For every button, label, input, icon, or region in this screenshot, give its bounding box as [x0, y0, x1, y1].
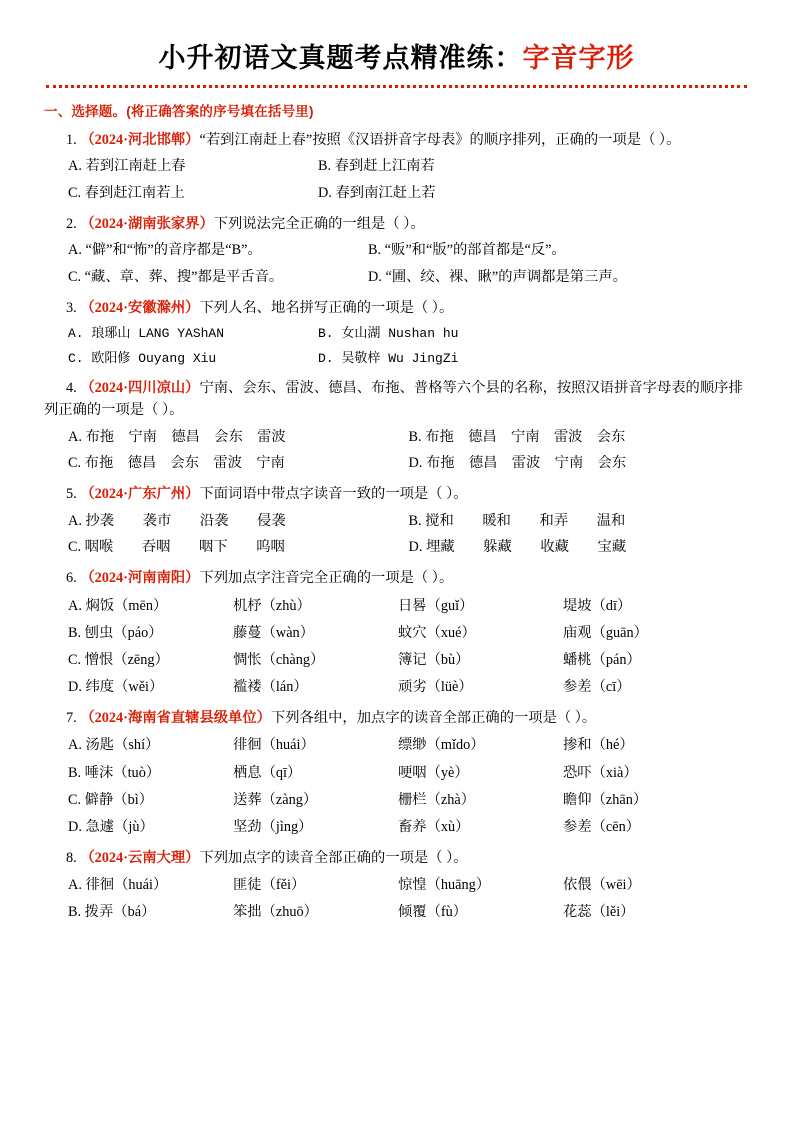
option-a-item-1[interactable]: A. 焖饭（mēn） [68, 597, 168, 614]
option-b-item-3[interactable]: 哽咽（yè） [398, 764, 469, 781]
option-a-item-1[interactable]: A. 徘徊（huái） [68, 877, 168, 894]
title-main: 小升初语文真题考点精准练： [158, 43, 523, 73]
question-stem [44, 297, 749, 319]
question-stem [44, 847, 749, 869]
question-number: 6. [66, 570, 77, 587]
option-c-item-3[interactable]: 簿记（bù） [398, 651, 470, 668]
option-d-item-1[interactable]: D. 急遽（jù） [68, 818, 154, 835]
option-c[interactable]: C. “藏、章、葬、搜”都是平舌音。 [68, 268, 284, 285]
question-2 [44, 213, 749, 288]
option-d[interactable]: D. 春到南江赶上若 [318, 184, 436, 201]
option-b-item-2[interactable]: 栖息（qī） [233, 764, 302, 781]
option-b[interactable]: B. 女山湖 Nushan hu [318, 326, 459, 342]
question-text: “若到江南赶上春”按照《汉语拼音字母表》的顺序排列，正确的一项是（ ）。 [199, 132, 681, 148]
option-row [44, 511, 749, 532]
question-stem [44, 129, 749, 151]
section-heading: 一、选择题。(将正确答案的序号填在括号里) [44, 104, 314, 119]
question-source: （2024·安徽滁州） [80, 300, 200, 317]
question-4 [44, 377, 749, 474]
question-number: 3. [66, 300, 77, 317]
option-d[interactable]: D. 埋藏 躲藏 收藏 宝藏 [408, 539, 627, 555]
question-stem [44, 567, 749, 589]
option-a-item-1[interactable]: A. 汤匙（shí） [68, 737, 160, 754]
question-stem [44, 707, 749, 729]
question-source: （2024·云南大理） [80, 850, 200, 866]
option-b-item-1[interactable]: B. 拨弄（bá） [68, 904, 156, 921]
question-stem [44, 377, 749, 421]
option-c-item-4[interactable]: 瞻仰（zhān） [563, 791, 648, 808]
option-d-item-2[interactable]: 褴褛（lán） [233, 679, 308, 696]
question-source: （2024·广东广州） [80, 486, 200, 503]
option-row [44, 453, 749, 474]
option-d-item-2[interactable]: 坚劲（jìng） [233, 818, 313, 835]
question-number: 1. [66, 132, 77, 148]
option-d[interactable]: D. 吴敬梓 Wu JingZi [318, 350, 459, 366]
option-c-item-2[interactable]: 送葬（zàng） [233, 791, 318, 808]
option-row [44, 789, 749, 811]
question-source: （2024·河南南阳） [80, 570, 200, 587]
question-3 [44, 297, 749, 368]
option-a[interactable]: A. 琅琊山 LANG YAShAN [68, 326, 225, 342]
question-1 [44, 129, 749, 204]
question-5 [44, 483, 749, 558]
question-7 [44, 707, 749, 838]
option-row [44, 537, 749, 558]
option-row [44, 240, 749, 261]
option-row [44, 622, 749, 644]
option-d-item-1[interactable]: D. 纬度（wěi） [68, 679, 164, 696]
option-c[interactable]: C. 咽喉 吞咽 咽下 呜咽 [68, 539, 285, 555]
question-number: 2. [66, 216, 77, 233]
option-c-item-4[interactable]: 蟠桃（pán） [563, 651, 641, 668]
option-row [44, 324, 749, 344]
question-text: 下列说法完全正确的一组是（ ）。 [213, 216, 425, 233]
question-text: 下列加点字的读音全部正确的一项是（ ）。 [199, 850, 468, 866]
option-c-item-3[interactable]: 栅栏（zhà） [398, 791, 476, 808]
title-accent: 字音字形 [522, 43, 635, 73]
option-b-item-1[interactable]: B. 唾沫（tuò） [68, 764, 161, 781]
option-row [44, 649, 749, 671]
option-d-item-3[interactable]: 畜养（xù） [398, 818, 470, 835]
option-row [44, 156, 749, 177]
option-a-item-4[interactable]: 掺和（hé） [563, 737, 634, 754]
option-d-item-3[interactable]: 顽劣（lüè） [398, 679, 473, 696]
question-stem [44, 213, 749, 235]
option-b-item-4[interactable]: 庙观（guān） [563, 624, 648, 641]
option-a[interactable]: A. 抄袭 袭市 沿袭 侵袭 [68, 512, 286, 529]
option-row [44, 267, 749, 288]
option-b[interactable]: B. 春到赶上江南若 [318, 158, 435, 175]
option-d[interactable]: D. “圃、绞、裸、瞅”的声调都是第三声。 [368, 268, 627, 285]
option-a-item-4[interactable]: 堤坡（dī） [563, 597, 632, 614]
question-6 [44, 567, 749, 698]
question-text: 下列人名、地名拼写正确的一项是（ ）。 [199, 300, 454, 317]
option-b[interactable]: B. “贩”和“版”的部首都是“反”。 [368, 242, 566, 259]
title-divider [46, 85, 747, 88]
option-a[interactable]: A. 若到江南赶上春 [68, 158, 186, 175]
option-row [44, 901, 749, 923]
question-text: 宁南、会东、雷波、德昌、布拖、普格等六个县的名称，按照汉语拼音字母表的顺序排列正确的一项是（ ）。 [44, 380, 743, 419]
option-a[interactable]: A. 布拖 宁南 德昌 会东 雷波 [68, 428, 286, 445]
option-c-item-2[interactable]: 惆怅（chàng） [233, 651, 325, 668]
option-a-item-4[interactable]: 依偎（wēi） [563, 877, 641, 894]
question-stem [44, 483, 749, 505]
option-row [44, 427, 749, 448]
option-b[interactable]: B. 布拖 德昌 宁南 雷波 会东 [408, 428, 626, 445]
option-a-item-2[interactable]: 匪徒（fěi） [233, 877, 306, 894]
option-row [44, 762, 749, 784]
option-b-item-1[interactable]: B. 刨虫（páo） [68, 624, 163, 641]
question-text: 下面词语中带点字读音一致的一项是（ ）。 [199, 486, 468, 503]
option-c-item-1[interactable]: C. 憎恨（zēng） [68, 651, 169, 668]
option-d-item-4[interactable]: 参差（cī） [563, 679, 631, 696]
option-row [44, 676, 749, 698]
option-a-item-3[interactable]: 日晷（guǐ） [398, 597, 474, 614]
question-source: （2024·四川凉山） [80, 380, 200, 397]
option-a-item-3[interactable]: 惊惶（huāng） [398, 877, 491, 894]
question-number: 4. [66, 380, 77, 397]
option-d[interactable]: D. 布拖 德昌 雷波 宁南 会东 [408, 454, 627, 471]
option-b-item-4[interactable]: 恐吓（xià） [563, 764, 638, 781]
option-row [44, 595, 749, 617]
option-row [44, 816, 749, 838]
page-title [44, 36, 749, 88]
option-a-item-2[interactable]: 机杼（zhù） [233, 597, 311, 614]
option-a-item-2[interactable]: 徘徊（huái） [233, 737, 315, 754]
option-b-item-4[interactable]: 花蕊（lěi） [563, 904, 635, 921]
option-a-item-3[interactable]: 缥缈（mǐdo） [398, 737, 485, 754]
option-row [44, 874, 749, 896]
question-source: （2024·海南省直辖县级单位） [80, 710, 271, 727]
option-b[interactable]: B. 搅和 暖和 和弄 温和 [408, 512, 626, 529]
option-a[interactable]: A. “僻”和“怖”的音序都是“B”。 [68, 242, 262, 259]
question-source: （2024·湖南张家界） [80, 216, 214, 233]
option-c[interactable]: C. 欧阳修 Ouyang Xiu [68, 350, 217, 366]
option-b-item-3[interactable]: 蚊穴（xué） [398, 624, 476, 641]
question-number: 8. [66, 850, 77, 866]
question-number: 5. [66, 486, 77, 503]
question-number: 7. [66, 710, 77, 727]
option-row [44, 734, 749, 756]
option-c[interactable]: C. 春到赶江南若上 [68, 184, 185, 201]
question-text: 下列各组中，加点字的读音全部正确的一项是（ ）。 [270, 710, 597, 727]
option-c[interactable]: C. 布拖 德昌 会东 雷波 宁南 [68, 454, 285, 471]
option-d-item-4[interactable]: 参差（cēn） [563, 818, 641, 835]
option-row [44, 183, 749, 204]
question-text: 下列加点字注音完全正确的一项是（ ）。 [199, 570, 454, 587]
option-row [44, 349, 749, 369]
option-b-item-3[interactable]: 倾覆（fù） [398, 904, 468, 921]
question-source: （2024·河北邯郸） [80, 132, 200, 148]
question-8 [44, 847, 749, 923]
option-b-item-2[interactable]: 藤蔓（wàn） [233, 624, 315, 641]
option-b-item-2[interactable]: 笨拙（zhuō） [233, 904, 318, 921]
option-c-item-1[interactable]: C. 僻静（bì） [68, 791, 153, 808]
